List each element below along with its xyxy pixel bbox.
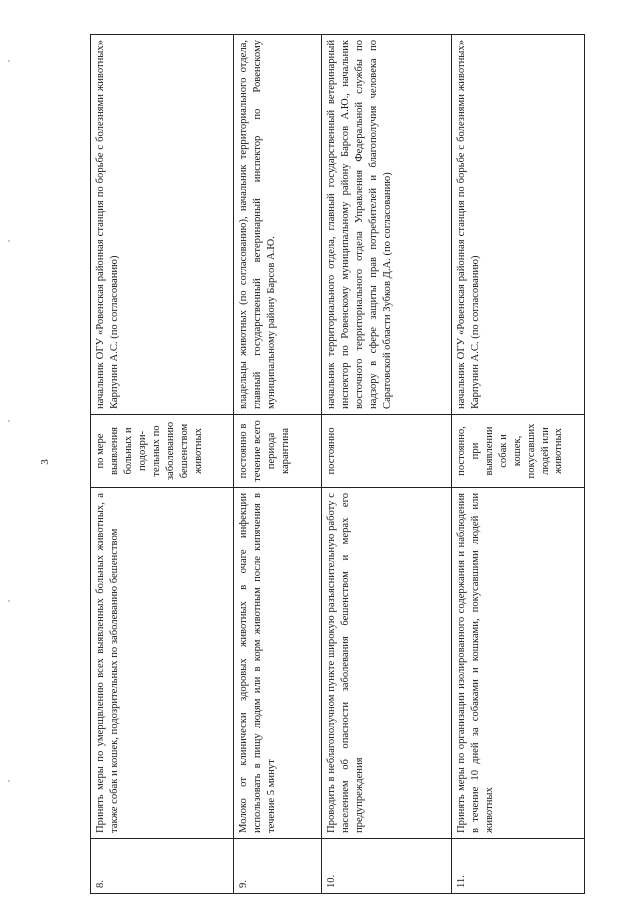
responsible-text: начальник ОГУ «Ровенская районная станция по борьбе с болезнями животных» Карпунин А.С. (по согласованию) bbox=[91, 35, 234, 415]
responsible-text: владельцы животных (по согласованию), начальник территориального отдела, главный государственный ветеринарный инспектор по Ровенскому муниципальному району Барсов А.Ю. bbox=[234, 35, 322, 415]
table-row bbox=[451, 35, 584, 894]
scan-dot bbox=[8, 240, 10, 242]
responsible-text: начальник ОГУ «Ровенская районная станция по борьбе с болезнями животных» Карпунин А.С. (по согласованию) bbox=[451, 35, 584, 415]
deadline-text: по мере выявления больных и подозри-тельных по заболеванию бешенством животных bbox=[91, 415, 234, 488]
page-number: 3 bbox=[38, 459, 51, 465]
row-number: 9. bbox=[234, 839, 322, 894]
table-row bbox=[91, 35, 234, 894]
row-number: 10. bbox=[322, 839, 451, 894]
document-page bbox=[90, 34, 585, 894]
deadline-text: постоянно в течение всего периода карантина bbox=[234, 415, 322, 488]
table-row bbox=[322, 35, 451, 894]
measure-text: Принять меры по умерщвлению всех выявленных больных животных, а также собак и кошек, подозрительных по заболеванию бешенством bbox=[91, 488, 234, 839]
measure-text: Молоко от клинически здоровых животных в очаге инфекции использовать в пищу людям или в корм животным после кипячения в течение 5 минут bbox=[234, 488, 322, 839]
table-row bbox=[234, 35, 322, 894]
row-number: 8. bbox=[91, 839, 234, 894]
measure-text: Принять меры по организации изолированного содержания и наблюдения в течение 10 дней за собаками и кошками, покусавшими людей или животных bbox=[451, 488, 584, 839]
scan-dot bbox=[8, 600, 10, 602]
responsible-text: начальник территориального отдела, главный государственный ветеринарный инспектор по Ровенскому муниципальному району Барсов А.Ю., начальник восточного территориального отдела Управления Федеральной службы по надзору в сфере защиты прав потребителей и благополучия человека по Саратовской области Зубков Д.А. (по согласованию) bbox=[322, 35, 451, 415]
row-number: 11. bbox=[451, 839, 584, 894]
deadline-text: постоянно, при выявлении собак и кошек, покусавших людей или животных bbox=[451, 415, 584, 488]
scan-dot bbox=[8, 780, 10, 782]
measures-table bbox=[90, 34, 585, 894]
measure-text: Проводить в неблагополучном пункте широкую разъяснительную работу с населением об опасности заболевания бешенством и мерах его предупреждения bbox=[322, 488, 451, 839]
deadline-text: постоянно bbox=[322, 415, 451, 488]
scan-dot bbox=[8, 420, 10, 422]
scan-dot bbox=[8, 60, 10, 62]
